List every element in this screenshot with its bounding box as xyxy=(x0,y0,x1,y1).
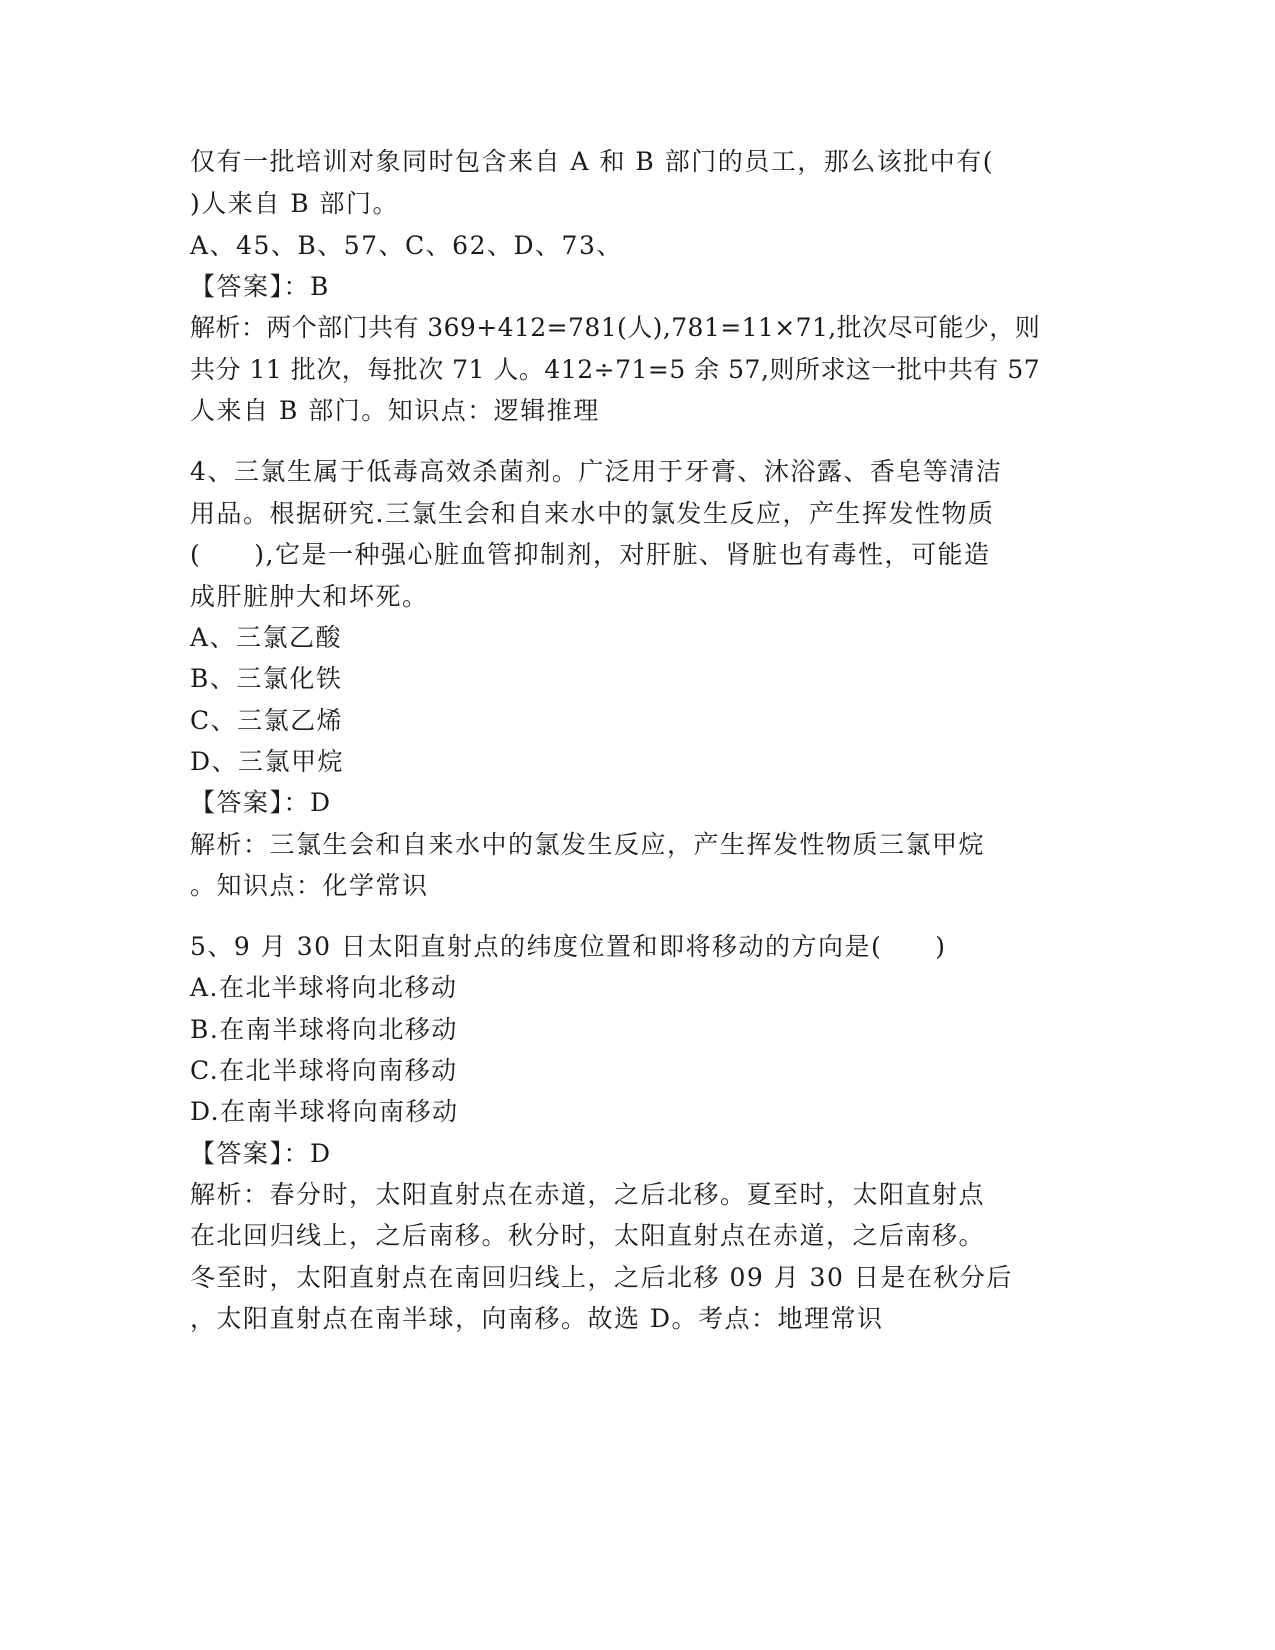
q3-stem-line-1: 仅有一批培训对象同时包含来自 A 和 B 部门的员工，那么该批中有( xyxy=(190,147,994,176)
q4-option-b: B、三氯化铁 xyxy=(190,664,343,693)
q5-answer: 【答案】：D xyxy=(190,1139,332,1168)
q4-analysis-line-2: 。知识点：化学常识 xyxy=(190,871,429,900)
q4-option-c: C、三氯乙烯 xyxy=(190,706,344,735)
q4-stem-line-2: 用品。根据研究.三氯生会和自来水中的氯发生反应，产生挥发性物质 xyxy=(190,499,995,528)
q5-analysis-line-4: ，太阳直射点在南半球，向南移。故选 D。考点：地理常识 xyxy=(190,1304,884,1333)
q5-option-a: A.在北半球将向北移动 xyxy=(190,973,458,1002)
q4-option-a: A、三氯乙酸 xyxy=(190,623,343,652)
q5-stem-line-1: 5、9 月 30 日太阳直射点的纬度位置和即将移动的方向是( ) xyxy=(190,932,947,961)
q5-analysis-line-3: 冬至时，太阳直射点在南回归线上，之后北移 09 月 30 日是在秋分后 xyxy=(190,1263,1013,1292)
q4-answer: 【答案】：D xyxy=(190,788,332,817)
q5-option-b: B.在南半球将向北移动 xyxy=(190,1015,458,1044)
q3-answer: 【答案】：B xyxy=(190,272,330,301)
q3-options: A、45、B、57、C、62、D、73、 xyxy=(190,231,623,260)
q5-option-c: C.在北半球将向南移动 xyxy=(190,1056,458,1085)
q5-option-d: D.在南半球将向南移动 xyxy=(190,1097,459,1126)
q4-stem-line-1: 4、三氯生属于低毒高效杀菌剂。广泛用于牙膏、沐浴露、香皂等清洁 xyxy=(190,457,1003,486)
q5-analysis-line-1: 解析：春分时，太阳直射点在赤道，之后北移。夏至时，太阳直射点 xyxy=(190,1180,986,1209)
q3-analysis-line-3: 人来自 B 部门。知识点：逻辑推理 xyxy=(190,396,600,425)
q3-analysis-line-1: 解析：两个部门共有 369+412=781(人),781=11×71,批次尽可能少，则 xyxy=(190,313,1041,342)
q5-analysis-line-2: 在北回归线上，之后南移。秋分时，太阳直射点在赤道，之后南移。 xyxy=(190,1221,986,1250)
q4-stem-line-3: ( ),它是一种强心脏血管抑制剂，对肝脏、肾脏也有毒性，可能造 xyxy=(190,540,991,569)
q3-analysis-line-2: 共分 11 批次，每批次 71 人。412÷71=5 余 57,则所求这一批中共有 57 xyxy=(190,355,1041,384)
q4-option-d: D、三氯甲烷 xyxy=(190,747,345,776)
q4-analysis-line-1: 解析：三氯生会和自来水中的氯发生反应，产生挥发性物质三氯甲烷 xyxy=(190,830,986,859)
q4-stem-line-4: 成肝脏肿大和坏死。 xyxy=(190,582,429,611)
q3-stem-line-2: )人来自 B 部门。 xyxy=(190,189,400,218)
